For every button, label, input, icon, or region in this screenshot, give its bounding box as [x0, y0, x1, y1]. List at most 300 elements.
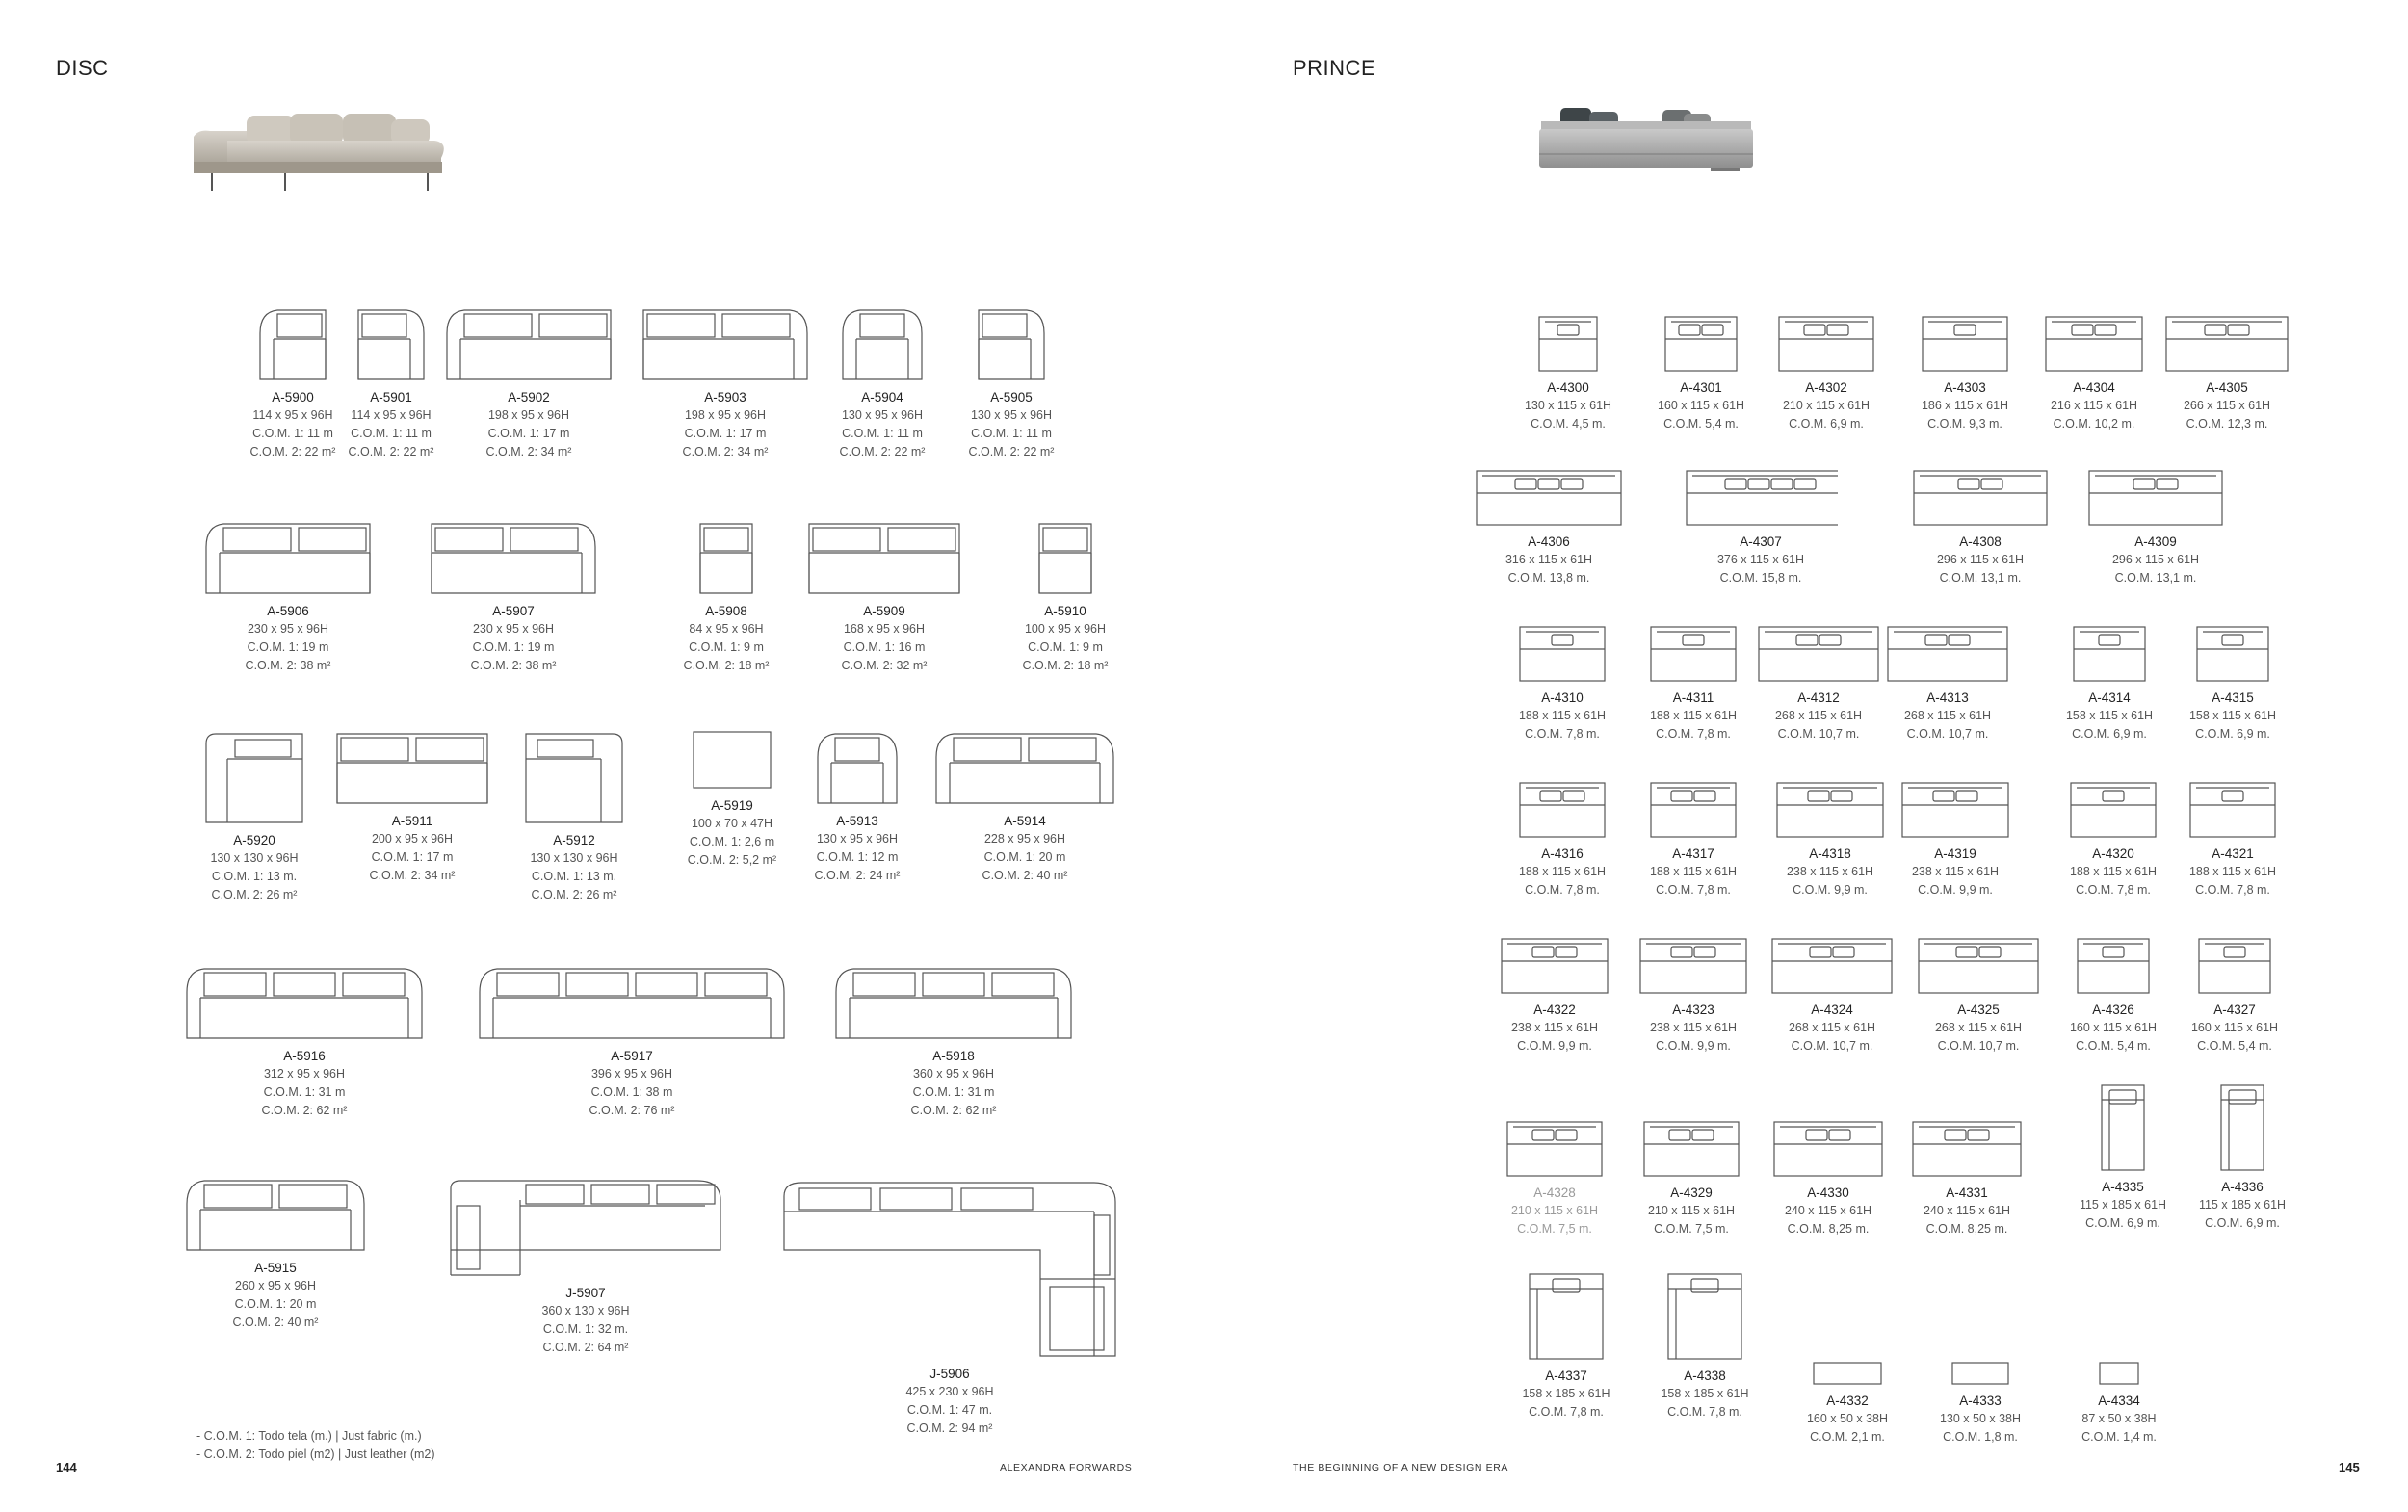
module-drawing-icon [183, 1177, 368, 1254]
module-com2: C.O.M. 2: 18 m² [1022, 659, 1109, 672]
module-com: C.O.M. 12,3 m. [2186, 417, 2268, 430]
module-dimensions: 238 x 115 x 61H [1786, 865, 1874, 878]
module-drawing-icon [1776, 314, 1876, 374]
disc-module [932, 730, 1117, 885]
module-com1: C.O.M. 1: 20 m [234, 1297, 317, 1311]
module-dimensions: 296 x 115 x 61H [2111, 553, 2200, 566]
module-dimensions: 230 x 95 x 96H [247, 622, 329, 636]
module-com: C.O.M. 9,9 m. [1793, 883, 1868, 897]
module-com2: C.O.M. 2: 32 m² [841, 659, 928, 672]
module-drawing-icon [1910, 1119, 2024, 1179]
module-com: C.O.M. 6,9 m. [2072, 727, 2147, 741]
module-drawing-icon [1474, 468, 1624, 528]
module-drawing-icon [256, 306, 329, 383]
module-code: A-5914 [1004, 814, 1046, 828]
module-drawing-icon [1756, 624, 1881, 684]
disc-module [640, 306, 811, 461]
module-dimensions: 268 x 115 x 61H [1903, 709, 1992, 722]
module-com2: C.O.M. 2: 38 m² [470, 659, 557, 672]
module-com2: C.O.M. 2: 62 m² [261, 1104, 348, 1117]
prince-module [1489, 1271, 1643, 1421]
module-com1: C.O.M. 1: 47 m. [906, 1403, 993, 1417]
module-com2: C.O.M. 2: 76 m² [589, 1104, 675, 1117]
module-com: C.O.M. 8,25 m. [1925, 1222, 2008, 1236]
module-drawing-icon [1035, 520, 1095, 597]
module-drawing-icon [1648, 624, 1739, 684]
module-com: C.O.M. 7,8 m. [2195, 883, 2270, 897]
prince-module [1755, 928, 1909, 1056]
module-dimensions: 360 x 95 x 96H [912, 1067, 995, 1081]
module-drawing-icon [2099, 1082, 2147, 1173]
module-code: A-5901 [370, 390, 412, 404]
page-title-prince: PRINCE [1293, 56, 1376, 80]
module-com2: C.O.M. 2: 94 m² [906, 1421, 993, 1435]
module-com2: C.O.M. 2: 38 m² [245, 659, 331, 672]
module-drawing-icon [202, 730, 306, 826]
module-drawing-icon [814, 730, 901, 807]
module-com: C.O.M. 9,9 m. [1918, 883, 1993, 897]
module-com1: C.O.M. 1: 38 m [590, 1085, 673, 1099]
module-dimensions: 238 x 115 x 61H [1510, 1021, 1599, 1034]
module-dimensions: 296 x 115 x 61H [1936, 553, 2025, 566]
module-drawing-icon [640, 306, 811, 383]
disc-module [333, 730, 491, 885]
module-dimensions: 130 x 95 x 96H [970, 408, 1053, 422]
module-com: C.O.M. 1,4 m. [2081, 1430, 2157, 1444]
module-com: C.O.M. 7,8 m. [1656, 883, 1731, 897]
module-code: A-5904 [861, 390, 903, 404]
module-com: C.O.M. 9,9 m. [1517, 1039, 1592, 1053]
module-drawing-icon [1771, 1119, 1885, 1179]
module-code: A-4328 [1533, 1186, 1576, 1200]
module-dimensions: 198 x 95 x 96H [487, 408, 570, 422]
module-code: A-4306 [1528, 534, 1570, 549]
prince-module [1903, 1319, 2057, 1447]
module-code: J-5906 [929, 1367, 970, 1381]
module-com: C.O.M. 13,1 m. [1939, 571, 2022, 585]
prince-module [2158, 928, 2312, 1056]
module-drawing-icon [839, 306, 926, 383]
module-drawing-icon [1899, 780, 2011, 840]
module-dimensions: 230 x 95 x 96H [472, 622, 555, 636]
module-drawing-icon [202, 520, 374, 597]
module-dimensions: 268 x 115 x 61H [1788, 1021, 1876, 1034]
module-drawing-icon [975, 306, 1048, 383]
module-code: A-5915 [254, 1261, 297, 1275]
module-code: A-4337 [1545, 1369, 1587, 1383]
module-drawing-icon [1920, 314, 2010, 374]
module-dimensions: 188 x 115 x 61H [1518, 865, 1607, 878]
module-com: C.O.M. 4,5 m. [1531, 417, 1606, 430]
module-com: C.O.M. 6,9 m. [2195, 727, 2270, 741]
module-com2: C.O.M. 2: 5,2 m² [687, 853, 777, 867]
module-com1: C.O.M. 1: 31 m [263, 1085, 346, 1099]
module-com2: C.O.M. 2: 34 m² [369, 869, 456, 882]
module-code: A-5916 [283, 1049, 326, 1063]
module-code: A-4330 [1807, 1186, 1849, 1200]
module-code: J-5907 [565, 1286, 606, 1300]
module-drawing-icon [2196, 936, 2273, 996]
module-dimensions: 376 x 115 x 61H [1716, 553, 1805, 566]
module-dimensions: 186 x 115 x 61H [1921, 399, 2009, 412]
module-com: C.O.M. 7,5 m. [1517, 1222, 1592, 1236]
module-com1: C.O.M. 1: 32 m. [542, 1322, 629, 1336]
module-dimensions: 240 x 115 x 61H [1923, 1204, 2011, 1217]
module-drawing-icon [2043, 314, 2145, 374]
module-dimensions: 160 x 115 x 61H [1657, 399, 1745, 412]
module-drawing-icon [428, 520, 599, 597]
module-drawing-icon [1885, 624, 2010, 684]
module-drawing-icon [1911, 468, 2050, 528]
module-com2: C.O.M. 2: 22 m² [839, 445, 926, 458]
module-code: A-4315 [2212, 691, 2254, 705]
prince-module [1616, 928, 1770, 1056]
disc-module [824, 306, 940, 461]
module-com1: C.O.M. 1: 20 m [983, 850, 1066, 864]
module-com: C.O.M. 5,4 m. [2076, 1039, 2151, 1053]
module-code: A-4304 [2073, 380, 2115, 395]
module-com1: C.O.M. 1: 9 m [1028, 640, 1103, 654]
module-drawing-icon [696, 520, 756, 597]
module-com2: C.O.M. 2: 40 m² [232, 1316, 319, 1329]
disc-module [1008, 520, 1123, 675]
module-com2: C.O.M. 2: 22 m² [249, 445, 336, 458]
module-dimensions: 238 x 115 x 61H [1649, 1021, 1738, 1034]
module-code: A-4301 [1680, 380, 1722, 395]
prince-module [2150, 306, 2304, 433]
module-com1: C.O.M. 1: 13 m. [531, 870, 617, 883]
module-drawing-icon [476, 965, 788, 1042]
module-com1: C.O.M. 1: 11 m [252, 427, 333, 440]
module-code: A-4300 [1547, 380, 1589, 395]
module-com2: C.O.M. 2: 40 m² [982, 869, 1068, 882]
module-dimensions: 312 x 95 x 96H [263, 1067, 346, 1081]
module-code: A-4303 [1944, 380, 1986, 395]
module-code: A-5907 [492, 604, 535, 618]
module-dimensions: 130 x 95 x 96H [816, 832, 899, 846]
module-code: A-4307 [1740, 534, 1782, 549]
module-com1: C.O.M. 1: 11 m [971, 427, 1052, 440]
module-drawing-icon [1517, 624, 1608, 684]
module-drawing-icon [1811, 1360, 1884, 1387]
module-com: C.O.M. 5,4 m. [1663, 417, 1739, 430]
module-code: A-5908 [705, 604, 747, 618]
module-dimensions: 158 x 185 x 61H [1522, 1387, 1610, 1400]
prince-module [1478, 1111, 1632, 1238]
module-com2: C.O.M. 2: 62 m² [910, 1104, 997, 1117]
prince-module [1628, 1271, 1782, 1421]
module-drawing-icon [2163, 314, 2290, 374]
module-drawing-icon [1684, 468, 1838, 528]
module-drawing-icon [1641, 1119, 1741, 1179]
footnotes [196, 1427, 435, 1464]
module-code: A-5911 [391, 814, 433, 828]
disc-module [202, 520, 374, 675]
module-dimensions: 158 x 115 x 61H [2188, 709, 2277, 722]
module-com2: C.O.M. 2: 34 m² [682, 445, 769, 458]
module-code: A-5910 [1044, 604, 1086, 618]
module-dimensions: 396 x 95 x 96H [590, 1067, 673, 1081]
module-drawing-icon [183, 965, 426, 1042]
module-code: A-4324 [1811, 1003, 1853, 1017]
module-com: C.O.M. 5,4 m. [2197, 1039, 2272, 1053]
prince-module [1751, 1111, 1905, 1238]
module-drawing-icon [1950, 1360, 2011, 1387]
module-dimensions: 160 x 50 x 38H [1806, 1412, 1889, 1425]
module-com: C.O.M. 10,2 m. [2053, 417, 2135, 430]
module-com1: C.O.M. 1: 19 m [472, 640, 555, 654]
brand-footer: ALEXANDRA FORWARDS [1000, 1462, 1133, 1473]
module-com: C.O.M. 2,1 m. [1810, 1430, 1885, 1444]
page-title-disc: DISC [56, 56, 109, 80]
module-code: A-4310 [1541, 691, 1584, 705]
module-code: A-4319 [1934, 847, 1976, 861]
module-com1: C.O.M. 1: 16 m [843, 640, 926, 654]
prince-module [1901, 928, 2055, 1056]
module-dimensions: 316 x 115 x 61H [1505, 553, 1593, 566]
module-drawing-icon [692, 730, 772, 792]
module-drawing-icon [2086, 468, 2225, 528]
module-drawing-icon [2097, 1360, 2141, 1387]
prince-module [1478, 928, 1632, 1056]
module-code: A-4318 [1809, 847, 1851, 861]
module-drawing-icon [2068, 780, 2159, 840]
module-com: C.O.M. 10,7 m. [1777, 727, 1860, 741]
prince-module [1903, 460, 2057, 587]
module-dimensions: 266 x 115 x 61H [2183, 399, 2271, 412]
module-com2: C.O.M. 2: 64 m² [542, 1341, 629, 1354]
module-com: C.O.M. 7,8 m. [1525, 727, 1600, 741]
disc-module [183, 1177, 368, 1332]
module-dimensions: 114 x 95 x 96H [351, 408, 432, 422]
module-code: A-5919 [711, 798, 753, 813]
module-dimensions: 210 x 115 x 61H [1647, 1204, 1736, 1217]
module-drawing-icon [522, 730, 626, 826]
module-com2: C.O.M. 2: 34 m² [485, 445, 572, 458]
module-code: A-5912 [553, 833, 595, 847]
module-dimensions: 268 x 115 x 61H [1774, 709, 1863, 722]
module-com1: C.O.M. 1: 2,6 m [689, 835, 775, 848]
prince-module [1749, 306, 1903, 433]
prince-module [2165, 1082, 2319, 1233]
module-drawing-icon [2071, 624, 2148, 684]
module-com: C.O.M. 1,8 m. [1943, 1430, 2018, 1444]
module-drawing-icon [354, 306, 428, 383]
tagline-footer: THE BEGINNING OF A NEW DESIGN ERA [1293, 1462, 1508, 1473]
prince-modules-grid [1204, 0, 2408, 1512]
module-drawing-icon [780, 1177, 1119, 1360]
disc-module [428, 520, 599, 675]
disc-module [780, 1177, 1119, 1438]
module-dimensions: 130 x 95 x 96H [841, 408, 924, 422]
module-com1: C.O.M. 1: 17 m [371, 850, 454, 864]
module-com: C.O.M. 7,5 m. [1654, 1222, 1729, 1236]
module-drawing-icon [1769, 936, 1895, 996]
module-drawing-icon [832, 965, 1075, 1042]
disc-module [447, 1177, 724, 1357]
prince-module [1770, 1319, 1924, 1447]
disc-module [674, 730, 790, 870]
module-com2: C.O.M. 2: 22 m² [348, 445, 434, 458]
module-code: A-4311 [1672, 691, 1714, 705]
disc-module [333, 306, 449, 461]
module-com: C.O.M. 9,9 m. [1656, 1039, 1731, 1053]
module-com: C.O.M. 7,8 m. [1667, 1405, 1742, 1419]
module-com2: C.O.M. 2: 18 m² [683, 659, 770, 672]
module-code: A-4335 [2102, 1180, 2144, 1194]
module-com2: C.O.M. 2: 22 m² [968, 445, 1055, 458]
module-code: A-5909 [863, 604, 905, 618]
disc-module [954, 306, 1069, 461]
module-com: C.O.M. 9,3 m. [1927, 417, 2002, 430]
module-com1: C.O.M. 1: 9 m [689, 640, 764, 654]
disc-module [799, 730, 915, 885]
prince-module [1472, 460, 1626, 587]
disc-module [476, 965, 788, 1120]
module-code: A-4316 [1541, 847, 1584, 861]
module-drawing-icon [447, 1177, 724, 1279]
module-code: A-4302 [1805, 380, 1847, 395]
module-code: A-4314 [2088, 691, 2131, 705]
module-code: A-4323 [1672, 1003, 1714, 1017]
module-drawing-icon [1527, 1271, 1606, 1362]
disc-module [832, 965, 1075, 1120]
page-number-right: 145 [2339, 1460, 2360, 1474]
module-drawing-icon [1637, 936, 1749, 996]
module-com: C.O.M. 6,9 m. [2205, 1216, 2280, 1230]
module-code: A-4313 [1926, 691, 1969, 705]
module-dimensions: 100 x 70 x 47H [691, 817, 773, 830]
module-dimensions: 130 x 130 x 96H [210, 851, 299, 865]
module-com: C.O.M. 10,7 m. [1906, 727, 1989, 741]
prince-module [1684, 460, 1838, 587]
module-dimensions: 360 x 130 x 96H [541, 1304, 630, 1317]
module-code: A-4322 [1533, 1003, 1576, 1017]
module-code: A-4321 [2212, 847, 2254, 861]
module-dimensions: 268 x 115 x 61H [1934, 1021, 2023, 1034]
module-com2: C.O.M. 2: 26 m² [211, 888, 298, 901]
prince-module [2156, 772, 2310, 899]
module-dimensions: 160 x 115 x 61H [2069, 1021, 2158, 1034]
module-code: A-5900 [272, 390, 314, 404]
module-dimensions: 87 x 50 x 38H [2081, 1412, 2157, 1425]
module-code: A-4332 [1826, 1394, 1869, 1408]
module-code: A-5913 [836, 814, 878, 828]
module-code: A-4320 [2092, 847, 2134, 861]
disc-module [196, 730, 312, 904]
module-drawing-icon [1505, 1119, 1605, 1179]
module-com1: C.O.M. 1: 11 m [351, 427, 432, 440]
module-code: A-4312 [1797, 691, 1840, 705]
module-com: C.O.M. 13,1 m. [2114, 571, 2197, 585]
module-com: C.O.M. 7,8 m. [1525, 883, 1600, 897]
footnote-com1: - C.O.M. 1: Todo tela (m.) | Just fabric (m.) [196, 1429, 422, 1443]
module-dimensions: 425 x 230 x 96H [905, 1385, 994, 1398]
prince-module [1614, 1111, 1768, 1238]
module-com: C.O.M. 13,8 m. [1507, 571, 1590, 585]
module-code: A-5906 [267, 604, 309, 618]
prince-module [2042, 1319, 2196, 1447]
prince-module [2156, 616, 2310, 743]
module-code: A-4305 [2206, 380, 2248, 395]
module-code: A-5903 [704, 390, 746, 404]
module-drawing-icon [1774, 780, 1886, 840]
module-com: C.O.M. 6,9 m. [2085, 1216, 2160, 1230]
module-dimensions: 188 x 115 x 61H [1518, 709, 1607, 722]
prince-module [1616, 772, 1770, 899]
module-com1: C.O.M. 1: 11 m [842, 427, 923, 440]
module-dimensions: 114 x 95 x 96H [252, 408, 333, 422]
module-drawing-icon [333, 730, 491, 807]
module-drawing-icon [1665, 1271, 1744, 1362]
module-drawing-icon [2187, 780, 2278, 840]
module-dimensions: 100 x 95 x 96H [1024, 622, 1107, 636]
module-com2: C.O.M. 2: 24 m² [814, 869, 901, 882]
module-com: C.O.M. 7,8 m. [1656, 727, 1731, 741]
module-code: A-5920 [233, 833, 275, 847]
module-dimensions: 198 x 95 x 96H [684, 408, 767, 422]
module-dimensions: 200 x 95 x 96H [371, 832, 454, 846]
footnote-com2: - C.O.M. 2: Todo piel (m2) | Just leather (m2) [196, 1447, 435, 1461]
module-drawing-icon [443, 306, 615, 383]
module-code: A-4317 [1672, 847, 1714, 861]
module-code: A-4336 [2221, 1180, 2264, 1194]
module-dimensions: 210 x 115 x 61H [1782, 399, 1871, 412]
module-dimensions: 115 x 185 x 61H [2198, 1198, 2287, 1212]
module-com: C.O.M. 10,7 m. [1791, 1039, 1873, 1053]
module-com1: C.O.M. 1: 13 m. [211, 870, 298, 883]
module-drawing-icon [805, 520, 963, 597]
module-dimensions: 158 x 115 x 61H [2065, 709, 2154, 722]
module-code: A-4325 [1957, 1003, 2000, 1017]
module-drawing-icon [1916, 936, 2041, 996]
prince-module [1491, 306, 1645, 433]
module-drawing-icon [1662, 314, 1740, 374]
module-com2: C.O.M. 2: 26 m² [531, 888, 617, 901]
module-com1: C.O.M. 1: 19 m [247, 640, 329, 654]
module-code: A-4326 [2092, 1003, 2134, 1017]
module-com: C.O.M. 10,7 m. [1937, 1039, 2020, 1053]
module-com: C.O.M. 6,9 m. [1789, 417, 1864, 430]
module-dimensions: 168 x 95 x 96H [843, 622, 926, 636]
module-com1: C.O.M. 1: 12 m [816, 850, 899, 864]
disc-module [805, 520, 963, 675]
prince-module [1878, 772, 2032, 899]
module-dimensions: 158 x 185 x 61H [1661, 1387, 1749, 1400]
disc-module [516, 730, 632, 904]
right-page [1204, 0, 2408, 1512]
module-dimensions: 188 x 115 x 61H [2188, 865, 2277, 878]
module-drawing-icon [1648, 780, 1739, 840]
module-drawing-icon [1499, 936, 1610, 996]
module-code: A-5902 [508, 390, 550, 404]
module-drawing-icon [1536, 314, 1600, 374]
module-drawing-icon [932, 730, 1117, 807]
module-dimensions: 130 x 130 x 96H [530, 851, 618, 865]
module-com: C.O.M. 15,8 m. [1719, 571, 1802, 585]
page-number-left: 144 [56, 1460, 77, 1474]
prince-module [1890, 1111, 2044, 1238]
module-dimensions: 228 x 95 x 96H [983, 832, 1066, 846]
module-drawing-icon [1517, 780, 1608, 840]
module-dimensions: 130 x 115 x 61H [1524, 399, 1612, 412]
module-dimensions: 84 x 95 x 96H [689, 622, 764, 636]
module-dimensions: 216 x 115 x 61H [2050, 399, 2138, 412]
module-dimensions: 115 x 185 x 61H [2079, 1198, 2167, 1212]
disc-module [443, 306, 615, 461]
module-com: C.O.M. 7,8 m. [2076, 883, 2151, 897]
prince-module [2017, 306, 2171, 433]
